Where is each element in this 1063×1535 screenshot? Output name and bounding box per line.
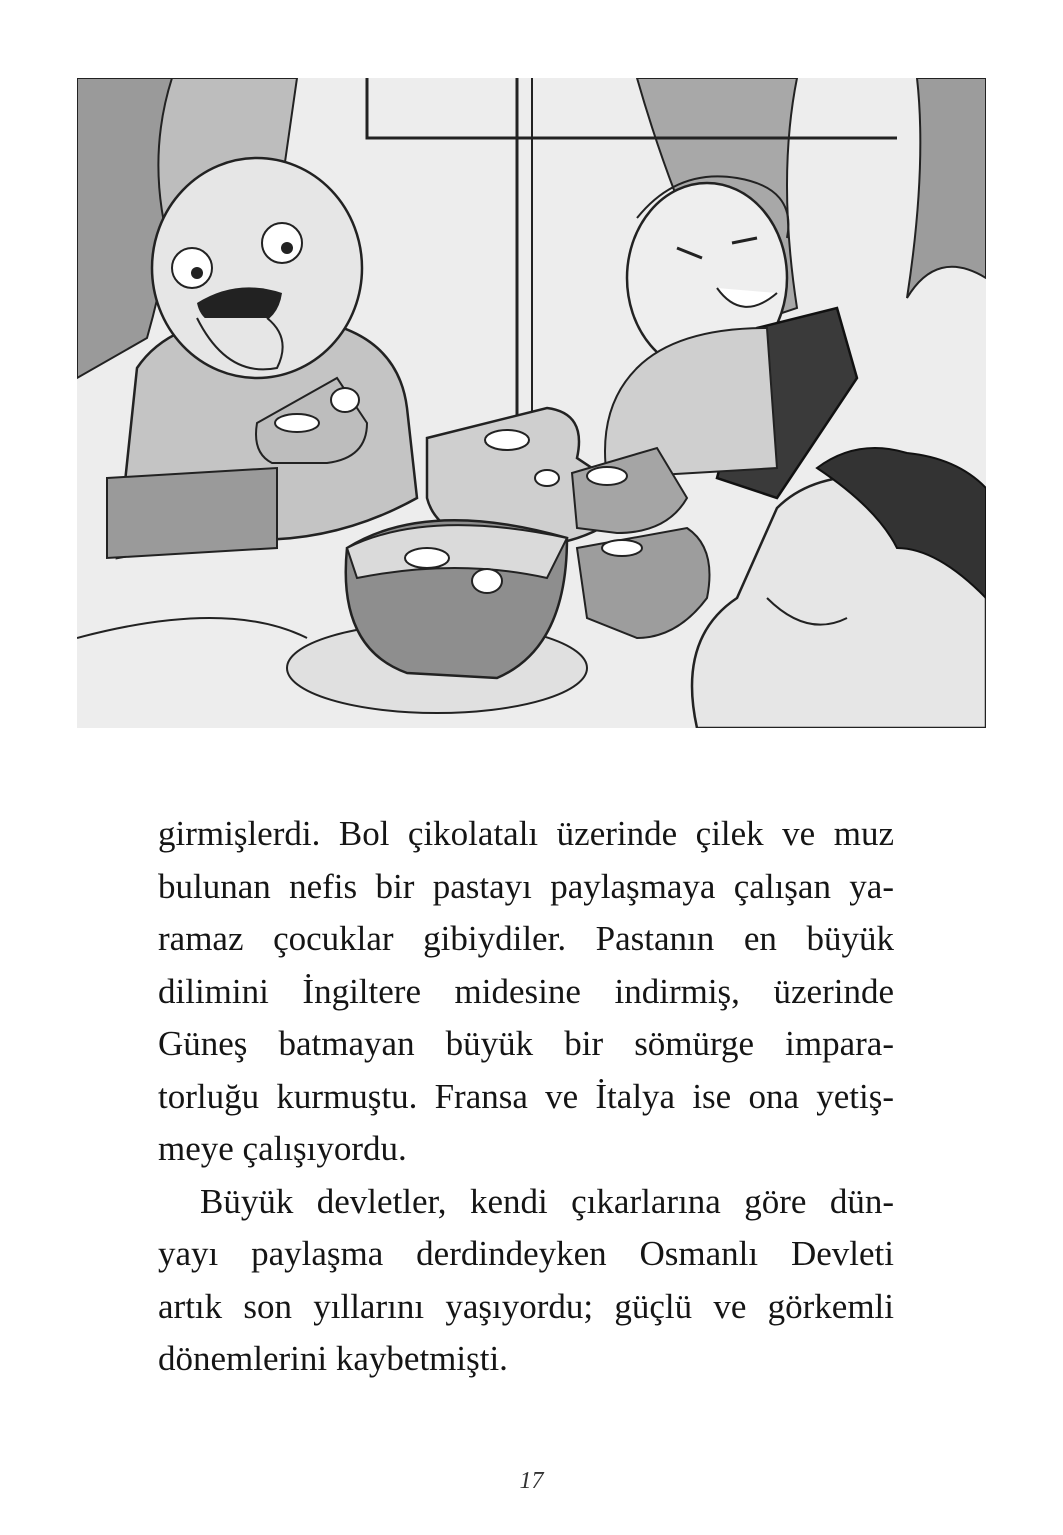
text-line: bulunan nefis bir pastayı paylaşmaya çalışan ya- <box>158 866 894 906</box>
page-number: 17 <box>519 1468 544 1494</box>
text-line: dilimini İngiltere midesine indirmiş, üzerinde <box>158 971 894 1011</box>
text-line: dönemlerini kaybetmişti. <box>158 1339 508 1378</box>
text-line: artık son yıllarını yaşıyordu; güçlü ve görkemli <box>158 1286 894 1326</box>
text-line: Güneş batmayan büyük bir sömürge impara- <box>158 1024 894 1063</box>
text-line: Büyük devletler, kendi çıkarlarına göre dün- <box>200 1181 894 1221</box>
text-line: yayı paylaşma derdindeyken Osmanlı Devleti <box>158 1234 894 1273</box>
text-line: meye çalışıyordu. <box>158 1129 407 1168</box>
text-line: ramaz çocuklar gibiydiler. Pastanın en büyük <box>158 919 894 958</box>
illustration-drawing <box>77 78 986 728</box>
text-line: torluğu kurmuştu. Fransa ve İtalya ise ona yetiş- <box>158 1076 894 1116</box>
body-text <box>158 808 894 1386</box>
cake-sharing-illustration <box>77 78 986 728</box>
text-line: girmişlerdi. Bol çikolatalı üzerinde çilek ve muz <box>158 814 894 853</box>
